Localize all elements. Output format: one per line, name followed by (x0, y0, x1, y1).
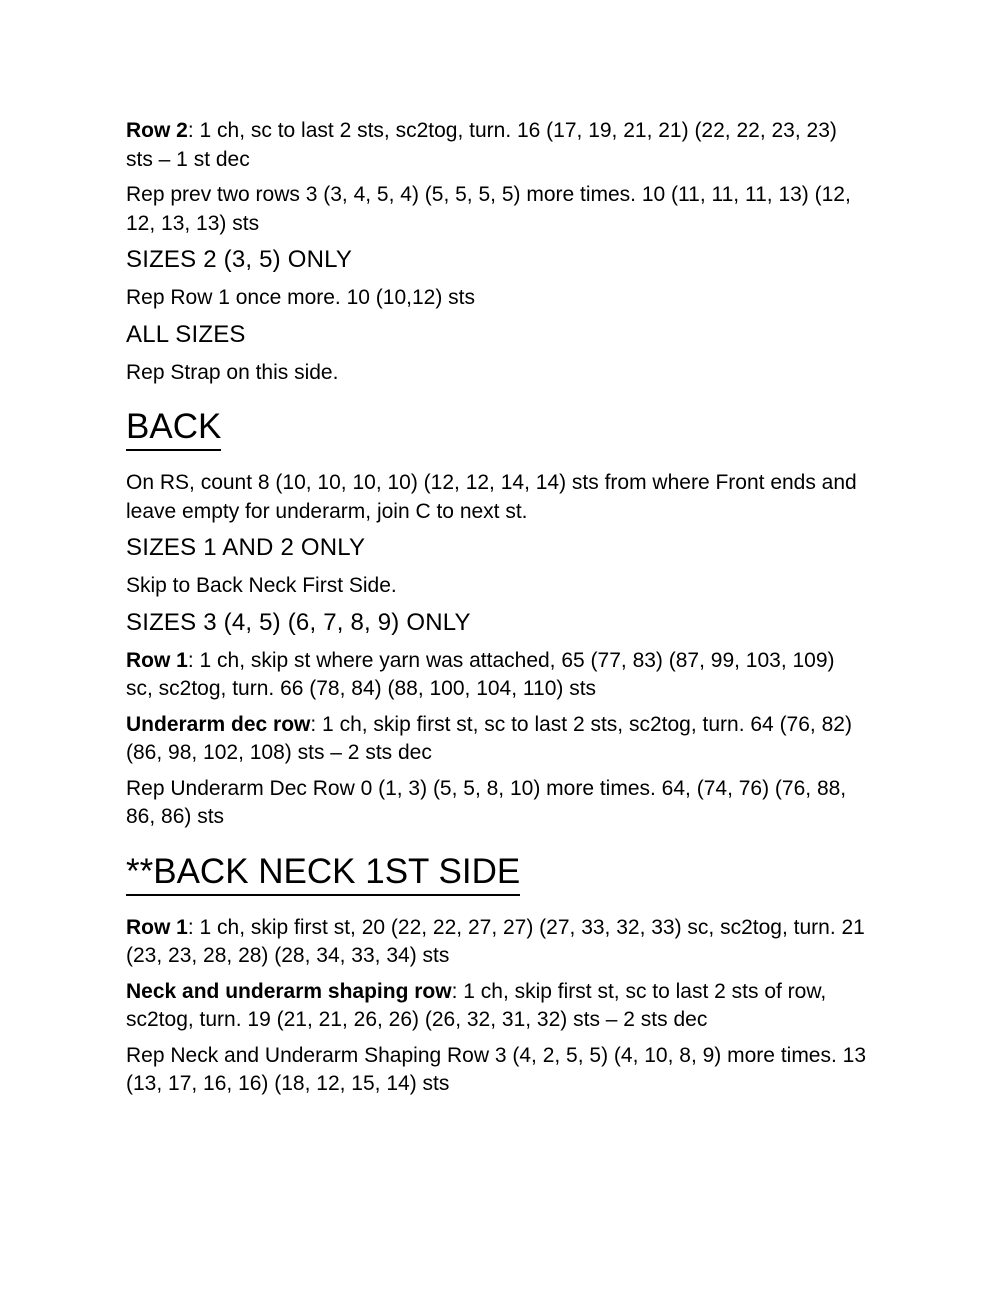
neck-row-1-text: : 1 ch, skip first st, 20 (22, 22, 27, 27) (27, 33, 32, 33) sc, sc2tog, turn. 21 (23, 23, 28, 28) (28, 34, 33, 34) sts (126, 915, 865, 967)
underarm-dec-row-label: Underarm dec row (126, 712, 311, 736)
back-heading-wrap (126, 397, 866, 451)
back-heading: BACK (126, 407, 221, 451)
neck-shaping-row-instruction (126, 978, 866, 1035)
skip-to-back-instruction: Skip to Back Neck First Side. (126, 574, 397, 597)
row-2-instruction (126, 117, 866, 174)
repeat-strap-instruction: Rep Strap on this side. (126, 360, 339, 384)
back-row-1-label: Row 1 (126, 648, 188, 672)
repeat-underarm-instruction: Rep Underarm Dec Row 0 (1, 3) (5, 5, 8, 10) more times. 64, (74, 76) (76, 88, 86, 86) sts (126, 776, 847, 828)
row-2-label: Row 2 (126, 119, 188, 142)
neck-shaping-row-label: Neck and underarm shaping row (126, 979, 452, 1003)
sizes-2-3-5-subheading: SIZES 2 (3, 5) ONLY (126, 246, 353, 273)
underarm-dec-row-text: : 1 ch, skip first st, sc to last 2 sts, sc2tog, turn. 64 (76, 82) (86, 98, 102, 108) sts – 2 sts dec (126, 712, 852, 764)
neck-shaping-row-text: : 1 ch, skip first st, sc to last 2 sts of row, sc2tog, turn. 19 (21, 21, 26, 26) (26, 32, 31, 32) sts – 2 sts dec (126, 979, 827, 1031)
neck-row-1-instruction (126, 914, 866, 971)
neck-row-1-label: Row 1 (126, 915, 188, 939)
back-row-1-text: : 1 ch, skip st where yarn was attached, 65 (77, 83) (87, 99, 103, 109) sc, sc2tog, turn. 66 (78, 84) (88, 100, 104, 110) sts (126, 648, 835, 700)
repeat-neck-instruction: Rep Neck and Underarm Shaping Row 3 (4, 2, 5, 5) (4, 10, 8, 9) more times. 13 (13, 17, 16, 16) (18, 12, 15, 14) sts (126, 1043, 867, 1095)
back-row-1-instruction (126, 647, 866, 704)
sizes-3-9-subheading: SIZES 3 (4, 5) (6, 7, 8, 9) ONLY (126, 608, 471, 636)
back-neck-heading-wrap (126, 842, 866, 896)
repeat-prev-rows-instruction: Rep prev two rows 3 (3, 4, 5, 4) (5, 5, 5, 5) more times. 10 (11, 11, 11, 13) (12, 12, 13, 13) sts (126, 183, 851, 235)
on-rs-instruction: On RS, count 8 (10, 10, 10, 10) (12, 12, 14, 14) sts from where Front ends and leave empty for underarm, join C to next st. (126, 471, 857, 523)
back-neck-1st-side-heading: **BACK NECK 1ST SIDE (126, 852, 520, 896)
underarm-dec-row-instruction (126, 711, 866, 768)
sizes-1-2-subheading: SIZES 1 AND 2 ONLY (126, 534, 366, 561)
row-2-text: : 1 ch, sc to last 2 sts, sc2tog, turn. 16 (17, 19, 21, 21) (22, 22, 23, 23) sts – 1 st dec (126, 119, 837, 171)
pattern-page (126, 117, 866, 1106)
all-sizes-subheading: ALL SIZES (126, 320, 246, 348)
repeat-row-1-instruction: Rep Row 1 once more. 10 (10,12) sts (126, 286, 476, 309)
